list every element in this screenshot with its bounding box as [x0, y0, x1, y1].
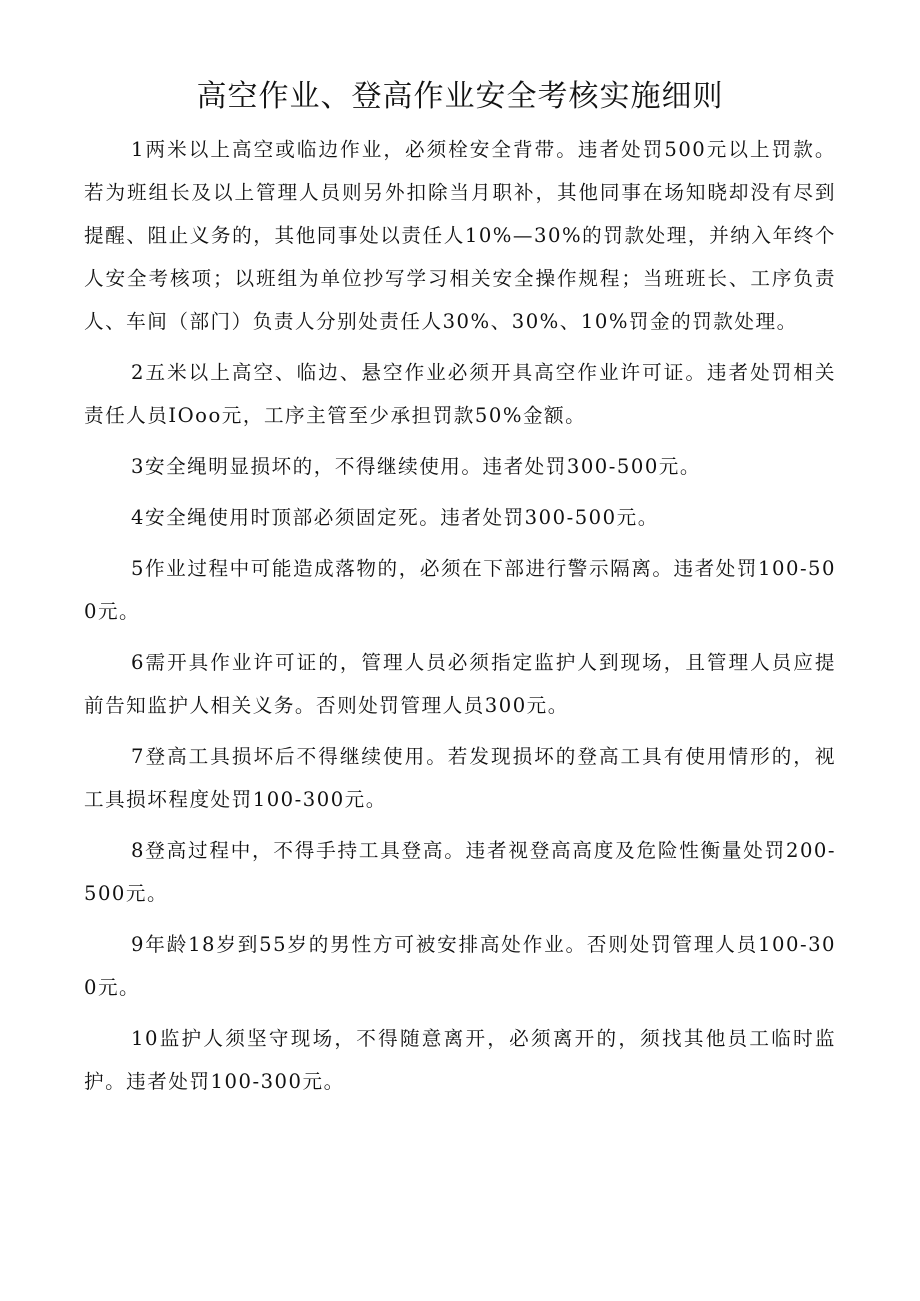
clause-2: 2五米以上高空、临边、悬空作业必须开具高空作业许可证。违者处罚相关责任人员IOoo元，工序主管至少承担罚款50%金额。 — [84, 361, 836, 427]
clause-9: 9年龄18岁到55岁的男性方可被安排高处作业。否则处罚管理人员100-300元。 — [84, 933, 836, 999]
clause-6: 6需开具作业许可证的，管理人员必须指定监护人到现场，且管理人员应提前告知监护人相关义务。否则处罚管理人员300元。 — [84, 651, 836, 717]
clause-list — [84, 128, 836, 1103]
clause-1: 1两米以上高空或临边作业，必须栓安全背带。违者处罚500元以上罚款。若为班组长及以上管理人员则另外扣除当月职补，其他同事在场知晓却没有尽到提醒、阻止义务的，其他同事处以责任人10%—30%的罚款处理，并纳入年终个人安全考核项；以班组为单位抄写学习相关安全操作规程；当班班长、工序负责人、车间（部门）负责人分别处责任人30%、30%、10%罚金的罚款处理。 — [84, 138, 836, 333]
clause-7: 7登高工具损坏后不得继续使用。若发现损坏的登高工具有使用情形的，视工具损坏程度处罚100-300元。 — [84, 745, 836, 811]
clause-4: 4安全绳使用时顶部必须固定死。违者处罚300-500元。 — [131, 506, 659, 529]
clause-3: 3安全绳明显损坏的，不得继续使用。违者处罚300-500元。 — [131, 455, 701, 478]
clause-5: 5作业过程中可能造成落物的，必须在下部进行警示隔离。违者处罚100-500元。 — [84, 557, 836, 623]
document-title: 高空作业、登高作业安全考核实施细则 — [196, 79, 724, 114]
clause-8: 8登高过程中，不得手持工具登高。违者视登高高度及危险性衡量处罚200-500元。 — [84, 839, 836, 905]
clause-10: 10监护人须坚守现场，不得随意离开，必须离开的，须找其他员工临时监护。违者处罚100-300元。 — [84, 1027, 836, 1093]
